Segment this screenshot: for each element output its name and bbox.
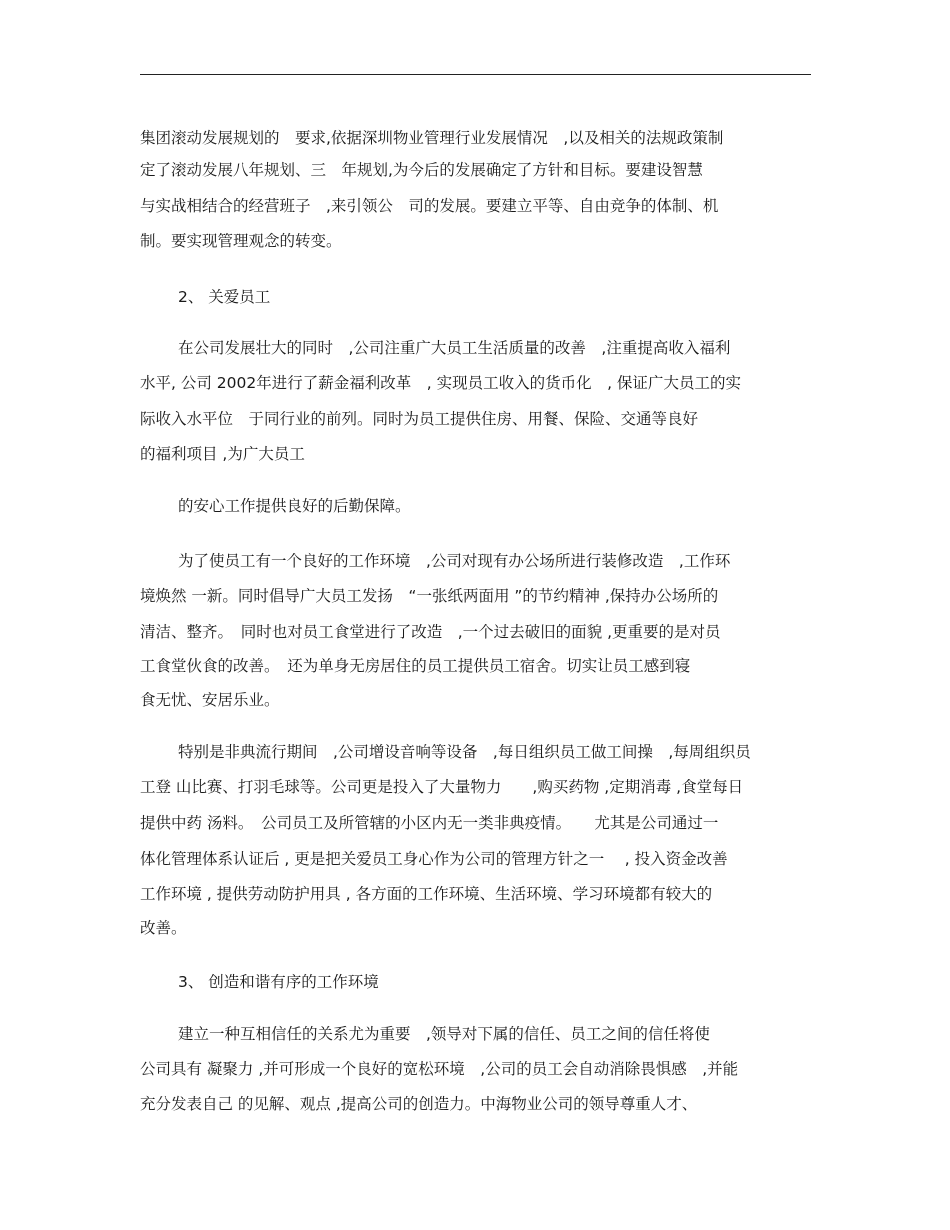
text-line: 改善。 — [140, 919, 187, 937]
text-line: 集团滚动发展规划的 要求,依据深圳物业管理行业发展情况 ,以及相关的法规政策制 — [140, 129, 724, 147]
text-line: 提供中药 汤料。 公司员工及所管辖的小区内无一类非典疫情。 尤其是公司通过一 — [140, 814, 719, 832]
section-heading: 2、 关爱员工 — [178, 288, 271, 306]
text-line: 建立一种互相信任的关系尤为重要 ,领导对下属的信任、员工之间的信任将使 — [178, 1025, 710, 1043]
text-line: 水平, 公司 2002年进行了薪金福利改革 , 实现员工收入的货币化 , 保证广大员工的实 — [140, 374, 741, 392]
text-line: 的安心工作提供良好的后勤保障。 — [178, 497, 411, 515]
header-rule — [140, 74, 811, 75]
text-line: 工食堂伙食的改善。 还为单身无房居住的员工提供员工宿舍。切实让员工感到寝 — [140, 657, 691, 675]
text-line: 食无忧、安居乐业。 — [140, 691, 280, 709]
text-line: 清洁、整齐。 同时也对员工食堂进行了改造 ,一个过去破旧的面貌 ,更重要的是对员 — [140, 623, 721, 641]
text-line: 为了使员工有一个良好的工作环境 ,公司对现有办公场所进行装修改造 ,工作环 — [178, 552, 731, 570]
text-line: 的福利项目 ,为广大员工 — [140, 445, 305, 463]
text-line: 与实战相结合的经营班子 ,来引领公 司的发展。要建立平等、自由竞争的体制、机 — [140, 197, 719, 215]
text-line: 际收入水平位 于同行业的前列。同时为员工提供住房、用餐、保险、交通等良好 — [140, 410, 699, 428]
text-line: 制。要实现管理观念的转变。 — [140, 232, 342, 250]
text-line: 特别是非典流行期间 ,公司增设音响等设备 ,每日组织员工做工间操 ,每周组织员 — [178, 743, 751, 761]
text-line: 在公司发展壮大的同时 ,公司注重广大员工生活质量的改善 ,注重提高收入福利 — [178, 339, 731, 357]
text-line: 工登 山比赛、打羽毛球等。公司更是投入了大量物力 ,购买药物 ,定期消毒 ,食堂每日 — [140, 778, 744, 796]
text-line: 体化管理体系认证后 , 更是把关爱员工身心作为公司的管理方针之一 , 投入资金改善 — [140, 850, 728, 868]
text-line: 工作环境 , 提供劳动防护用具 , 各方面的工作环境、生活环境、学习环境都有较大的 — [140, 885, 713, 903]
section-heading: 3、 创造和谐有序的工作环境 — [178, 973, 379, 991]
text-line: 公司具有 凝聚力 ,并可形成一个良好的宽松环境 ,公司的员工会自动消除畏惧感 ,并能 — [140, 1060, 739, 1078]
text-line: 定了滚动发展八年规划、三 年规划,为今后的发展确定了方针和目标。要建设智慧 — [140, 161, 703, 179]
text-line: 境焕然 一新。同时倡导广大员工发扬 “一张纸两面用 ”的节约精神 ,保持办公场所的 — [140, 587, 719, 605]
text-line: 充分发表自己 的见解、观点 ,提高公司的创造力。中海物业公司的领导尊重人才、 — [140, 1095, 698, 1113]
